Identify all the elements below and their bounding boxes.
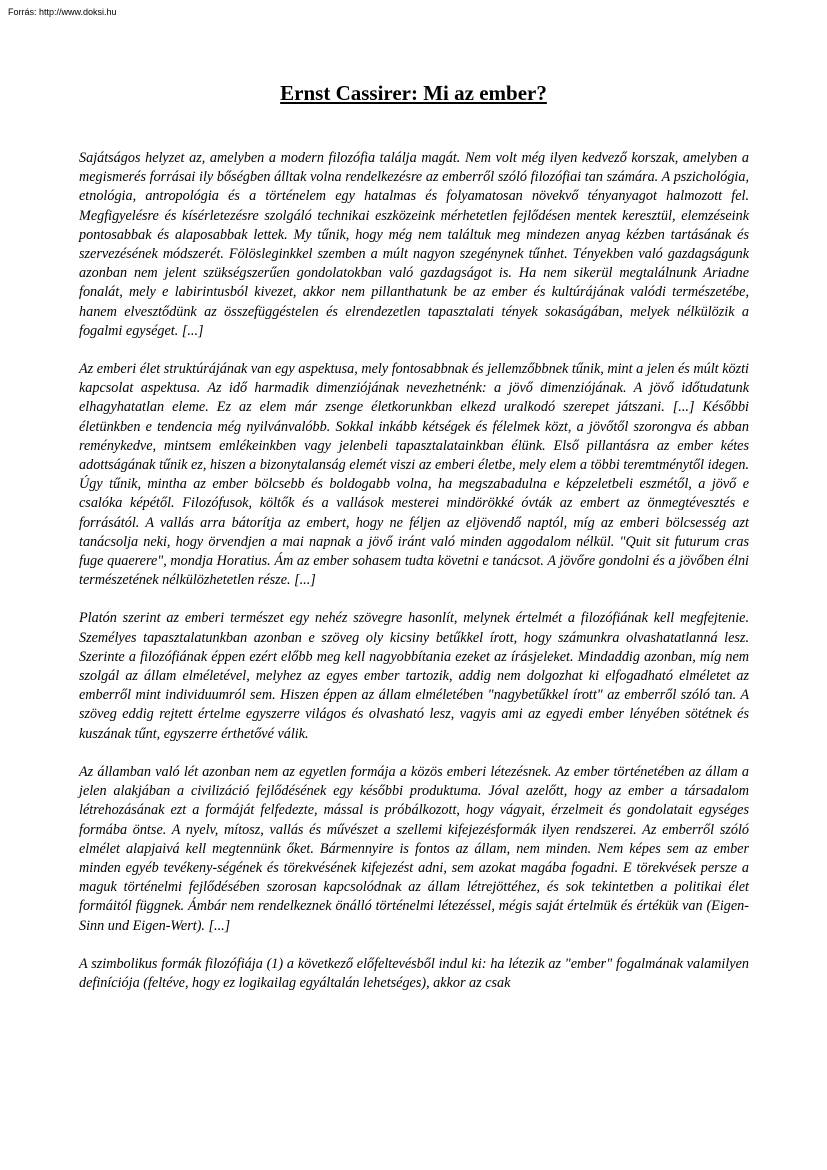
paragraph: Az államban való lét azonban nem az egyetlen formája a közös emberi létezésnek. Az ember történetében az állam a jelen alakjában a civilizáció fejlődésének egy későbbi produktuma. Jóval azelőtt, hogy az ember a társadalom létrehozásának ezt a formáját felfedezte, mással is próbálkozott, hogy vágyait, érzelmeit és gondolatait egységes formába öntse. A nyelv, mítosz, vallás és művészet a szellemi kifejezésformák ilyen rendszerei. Az emberről szóló elmélet alapjaivá kell megtennünk őket. Bármennyire is fontos az állam, nem minden. Nem képes sem az ember minden egyéb tevékeny-ségének és törekvésének kifejezést adni, sem azokat magába fogadni. E törekvések persze a maguk történelmi fejlődésében szorosan kapcsolódnak az állam létrejöttéhez, és sok tekintetben a politikai élet formáitól függnek. Ámbár nem rendelkeznek önálló történelmi létezéssel, mégis saját értelmük és értékük van (Eigen-Sinn und Eigen-Wert). [...] xyxy=(79,763,749,934)
paragraph: A szimbolikus formák filozófiája (1) a következő előfeltevésből indul ki: ha létezik az "ember" fogalmának valamilyen definíciója (feltéve, hogy ez logikailag egyáltalán lehetséges), akkor az csak xyxy=(79,955,749,991)
source-url[interactable]: Forrás: http://www.doksi.hu xyxy=(8,7,117,17)
paragraph: Platón szerint az emberi természet egy nehéz szövegre hasonlít, melynek értelmét a filozófiának kell megfejtenie. Személyes tapasztalatunkban azonban e szöveg oly kicsiny betűkkel írott, hogy számunkra olvashatatlanná lesz. Szerinte a filozófiának éppen ezért előbb meg kell nagyobbítania ezeket az írásjeleket. Mindaddig azonban, míg nem szolgál az állam elméletével, melyhez az egyes ember tartozik, addig nem dolgozhat ki elfogadható elméletet az emberről mint individuumról sem. Hiszen éppen az állam elméletében "nagybetűkkel írott" az emberről szóló tan. A szöveg eddig rejtett értelme egyszerre világos és olvasható lesz, vagyis ami az egyedi ember lényében sötétnek és kuszának tűnt, egyszerre érthetővé válik. xyxy=(79,610,749,742)
document-body xyxy=(79,149,749,1012)
paragraph: Sajátságos helyzet az, amelyben a modern filozófia találja magát. Nem volt még ilyen kedvező korszak, amelyben a megismerés forrásai ily bőségben álltak volna rendelkezésre az emberről szóló filozófiai tan számára. A pszichológia, etnológia, antropológia és a történelem egy hatalmas és folyamatosan növekvő tényanyagot halmozott fel. Megfigyelésre és kísérletezésre szolgáló technikai eszközeink mérhetetlen fejlődésen mentek keresztül, elemzéseink pontosabbak és alaposabbak lettek. My tűnik, hogy még nem találtuk meg mindezen anyag kézben tartásának és szervezésének módszerét. Fölösleginkkel szemben a múlt nagyon szegénynek tűnhet. Tényekben való gazdagságunk azonban nem jelent szükségszerűen gondolatokban való gazdagságot is. Ha nem sikerül megtalálnunk Ariadne fonalát, mely e labirintusból kivezet, akkor nem pillanthatunk be az ember és kultúrájának valódi természetébe, hanem elvesztődünk az összefüggéstelen és elrendezetlen tapasztalati tények sokaságában, melyek nélkülözik a fogalmi egységet. [...] xyxy=(79,150,749,339)
paragraph: Az emberi élet struktúrájának van egy aspektusa, mely fontosabbnak és jellemzőbbnek tűnik, mint a jelen és múlt közti kapcsolat aspektusa. Az idő harmadik dimenziójának nevezhetnénk: a jövő dimenziójának. A jövő időtudatunk elhagyhatatlan eleme. Ez az elem már zsenge életkorunkban elkezd uralkodó szerepet játszani. [...] Későbbi életünkben e tendencia még nyilvánvalóbb. Sokkal inkább kétségek és félelmek közt, a jövőtől szorongva és abban reménykedve, mintsem emlékeinkben vagy jelenbeli tapasztalatainkban élünk. Első pillantásra az ember kétes adottságának tűnik ez, hiszen a bizonytalanság elemét viszi az emberi életbe, mely elem a többi teremtménytől idegen. Úgy tűnik, mintha az ember bölcsebb és boldogabb volna, ha megszabadulna e képzeletbeli eszmétől, a jövő e csalóka képétől. Filozófusok, költők és a vallások mesterei mindörökké óvták az embert az önmegtévesztés e forrásától. A vallás arra bátorítja az embert, hogy ne féljen az eljövendő naptól, míg az emberi bölcsesség azt tanácsolja neki, hogy örvendjen a mai napnak a jövő iránt való minden aggodalom nélkül. "Quit sit futurum cras fuge quaerere", mondja Horatius. Ám az ember sohasem tudta követni e tanácsot. A jövőre gondolni és a jövőben élni természetének nélkülözhetetlen része. [...] xyxy=(79,361,749,589)
document-title: Ernst Cassirer: Mi az ember? xyxy=(280,81,547,105)
